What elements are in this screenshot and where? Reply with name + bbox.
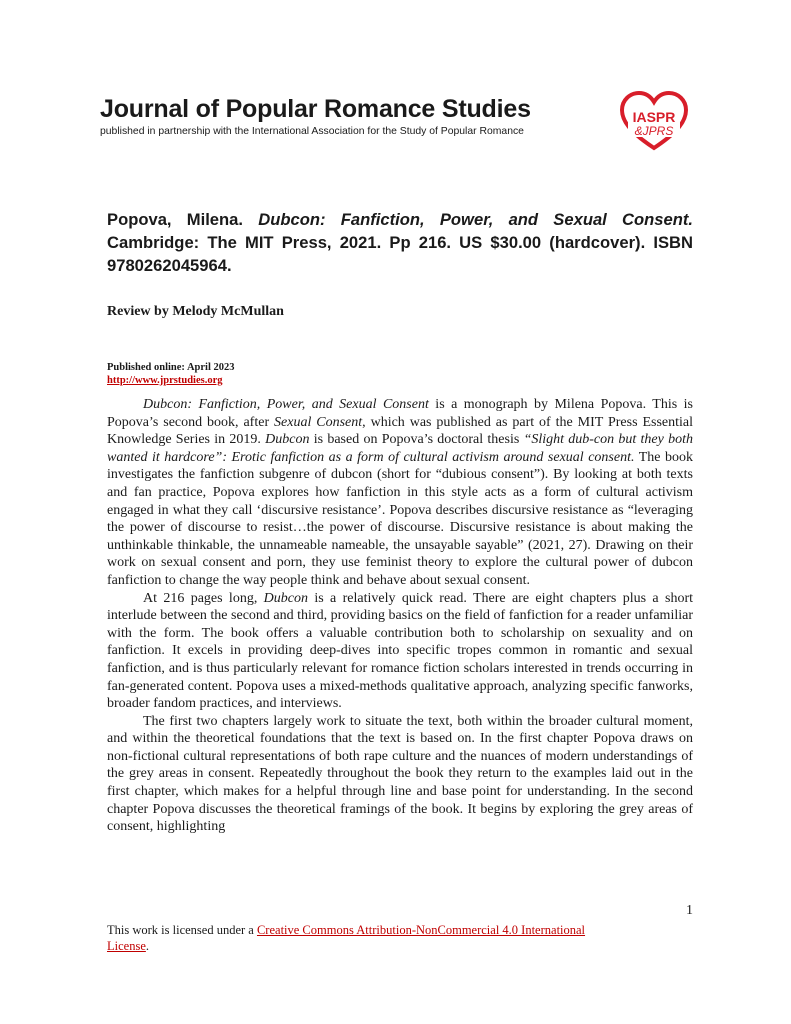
publication-info (107, 361, 235, 387)
license-suffix: . (145, 939, 149, 953)
paragraph-text: At 216 pages long, (143, 590, 264, 606)
paragraph-3: The first two chapters largely work to situate the text, both within the broader cultural moment, and within the theoretical foundations that the text is based on. In the first chapter Popova draws on non-fictional cultural representations of both rape culture and the nuances of modern understandings of the grey areas in consent. Repeatedly throughout the book they return to the examples laid out in the first chapter, which makes for a helpful through line and base point for understanding. In the second chapter Popova discusses the theoretical framings of the book. It begins by exploring the grey areas of consent, highlighting (107, 713, 693, 835)
thesis-title-ref: “Slight dub-con but they both wanted it hardcore”: Erotic fanfiction as a form of cultural activism around sexual consent. (107, 432, 693, 465)
license-prefix: This work is licensed under a (107, 923, 257, 937)
book-citation (107, 208, 693, 277)
citation-details: Cambridge: The MIT Press, 2021. Pp 216. US $30.00 (hardcover). ISBN 9780262045964. (107, 233, 693, 275)
paragraph-text: is a monograph by Milena Popova. This is Popova’s second book, after (107, 397, 693, 430)
reviewer-byline: Review by Melody McMullan (107, 304, 284, 319)
paragraph-text: The book investigates the fanfiction subgenre of dubcon (short for “dubious consent”). By looking at both texts and fan practice, Popova explores how fanfiction in this style acts as a form of cultural activism engaged in what they call ‘discursive resistance’. Popova describes discursive resistance as “leveraging the power of discourse to resist…the power of discourse. Discursive resistance is about making the unthinkable thinkable, the unnameable nameable, the unsayable sayable” (2021, 27). Drawing on their work on sexual consent and porn, they use feminist theory to explore the cultural power of dubcon fanfiction to change the way people think and behave about sexual consent. (107, 449, 694, 588)
review-body (107, 396, 693, 836)
book-title-ref: Dubcon: Fanfiction, Power, and Sexual Consent (143, 397, 429, 412)
journal-title: Journal of Popular Romance Studies (100, 95, 531, 123)
journal-subtitle: published in partnership with the International Association for the Study of Popular Romance (100, 126, 524, 137)
journal-url-link[interactable]: http://www.jprstudies.org (107, 375, 223, 386)
paragraph-text: is a relatively quick read. There are eight chapters plus a short interlude between the second and third, providing basics on the field of fanfiction for a reader unfamiliar with the form. The book offers a valuable contribution both to scholarship on sexuality and on fanfiction. It excels in providing deep-dives into specific tropes common in romantic and sexual fanfiction, and is thus particularly relevant for romance fiction scholars interested in trends occurring in fan-generated content. Popova uses a mixed-methods qualitative approach, analyzing specific fanworks, broader fandom practices, and interviews. (107, 590, 693, 712)
book-title-ref: Sexual Consent (274, 414, 363, 430)
citation-author: Popova, Milena. (107, 210, 244, 229)
logo-text-bottom: &JPRS (634, 124, 674, 138)
book-title-ref: Dubcon (265, 432, 310, 448)
publication-date: Published online: April 2023 (107, 362, 235, 373)
paragraph-text: is based on Popova’s doctoral thesis (309, 432, 524, 448)
citation-title: Dubcon: Fanfiction, Power, and Sexual Consent. (258, 210, 693, 229)
iaspr-logo (618, 90, 690, 152)
paragraph-2 (107, 590, 693, 713)
license-footer (107, 922, 627, 954)
paragraph-1 (107, 396, 693, 590)
license-link[interactable]: Creative Commons Attribution-NonCommercial 4.0 International License (107, 923, 586, 953)
paragraph-text: , which was published as part of the MIT Press Essential Knowledge Series in 2019. (107, 414, 693, 448)
book-title-ref: Dubcon (263, 590, 308, 606)
journal-header (100, 94, 620, 137)
logo-text-top: IASPR (632, 109, 676, 125)
page-number: 1 (686, 903, 693, 918)
